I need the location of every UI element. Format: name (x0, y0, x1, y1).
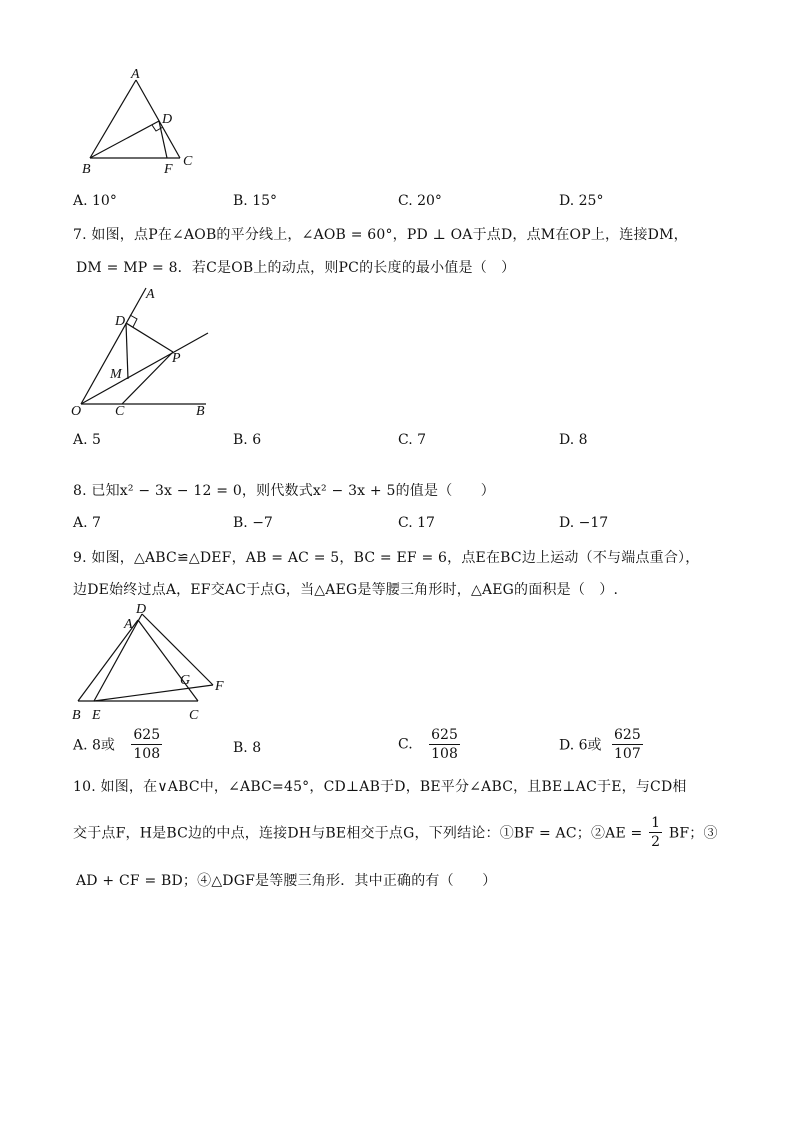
q7-stem-line1: 7. 如图，点P在∠AOB的平分线上，∠AOB = 60°，PD ⊥ OA于点D，点M在OP上，连接DM， (73, 227, 688, 243)
q9-option-a-num: 625 (133, 727, 161, 743)
q9-option-a-prefix: A. 8或 (73, 737, 115, 754)
q8-option-a: A. 7 (73, 515, 101, 531)
q9-label-b: B (72, 708, 81, 723)
q9-option-c-num: 625 (431, 727, 458, 743)
q10-fraction-den: 2 (651, 834, 661, 850)
q6-label-c: C (183, 154, 193, 169)
q10-fraction-num: 1 (651, 815, 661, 831)
q7-option-b: B. 6 (233, 432, 262, 448)
q6-option-c: C. 20° (398, 193, 442, 209)
q9-option-c-fraction (429, 727, 460, 762)
q9-option-d-den: 107 (614, 746, 641, 762)
q7-label-c: C (115, 404, 125, 419)
q9-option-a-fraction (131, 727, 162, 762)
q8-option-d: D. −17 (559, 515, 609, 531)
q10-stem-line2 (73, 815, 718, 850)
q6-option-d: D. 25° (559, 193, 604, 209)
q9-option-c-den: 108 (431, 746, 458, 762)
q7-label-b: B (196, 404, 205, 419)
q9-label-c: C (189, 708, 199, 723)
q7-label-o: O (71, 404, 82, 419)
q9-option-b: B. 8 (233, 740, 262, 756)
q9-label-f: F (215, 679, 224, 694)
q6-label-a: A (131, 67, 140, 82)
q7-label-d: D (115, 314, 126, 329)
q6-label-f: F (164, 162, 173, 177)
q7-option-c: C. 7 (398, 432, 427, 448)
q10-stem-line3: AD + CF = BD；④△DGF是等腰三角形．其中正确的有（ ） (76, 873, 497, 889)
q9-label-g: G (180, 673, 191, 688)
q8-stem: 8. 已知x² − 3x − 12 = 0，则代数式x² − 3x + 5的值是（ ） (73, 483, 496, 499)
q7-figure (66, 284, 226, 420)
q7-label-a: A (146, 287, 155, 302)
q9-option-d-prefix: D. 6或 (559, 737, 602, 754)
q9-figure (66, 600, 234, 724)
q9-label-e: E (92, 708, 101, 723)
q6-option-b: B. 15° (233, 193, 278, 209)
q9-option-d-num: 625 (614, 727, 641, 743)
q9-stem-line2: 边DE始终过点A，EF交AC于点G，当△AEG是等腰三角形时，△AEG的面积是（ ）. (73, 582, 619, 598)
q9-option-a (73, 727, 162, 762)
q8-option-c: C. 17 (398, 515, 435, 531)
q6-label-d: D (162, 112, 173, 127)
q9-label-d: D (136, 602, 147, 617)
q9-label-a: A (124, 617, 133, 632)
q7-option-a: A. 5 (73, 432, 101, 448)
q10-stem-line2-a: 交于点F，H是BC边的中点，连接DH与BE相交于点G，下列结论：①BF = AC；②AE = (73, 825, 643, 842)
q9-stem-line1: 9. 如图，△ABC≌△DEF，AB = AC = 5，BC = EF = 6，点E在BC边上运动（不与端点重合）， (73, 550, 700, 566)
q7-label-p: P (172, 351, 181, 366)
q8-option-b: B. −7 (233, 515, 273, 531)
q9-option-c (398, 727, 460, 762)
q10-fraction-half (649, 815, 662, 850)
q7-stem-line2: DM = MP = 8．若C是OB上的动点，则PC的长度的最小值是（ ） (76, 260, 516, 276)
q6-option-a: A. 10° (73, 193, 117, 209)
q9-option-d-fraction (612, 727, 643, 762)
q10-stem-line2-b: BF；③ (668, 825, 718, 842)
q7-option-d: D. 8 (559, 432, 588, 448)
q9-option-a-den: 108 (133, 746, 161, 762)
q9-option-d (559, 727, 643, 762)
q7-label-m: M (110, 367, 122, 382)
q10-stem-line1: 10. 如图，在∨ABC中，∠ABC=45°，CD⊥AB于D，BE平分∠ABC，且BE⊥AC于E，与CD相 (73, 779, 687, 795)
q6-figure (80, 66, 200, 178)
q6-label-b: B (82, 162, 91, 177)
q9-option-c-prefix: C. (398, 736, 413, 753)
